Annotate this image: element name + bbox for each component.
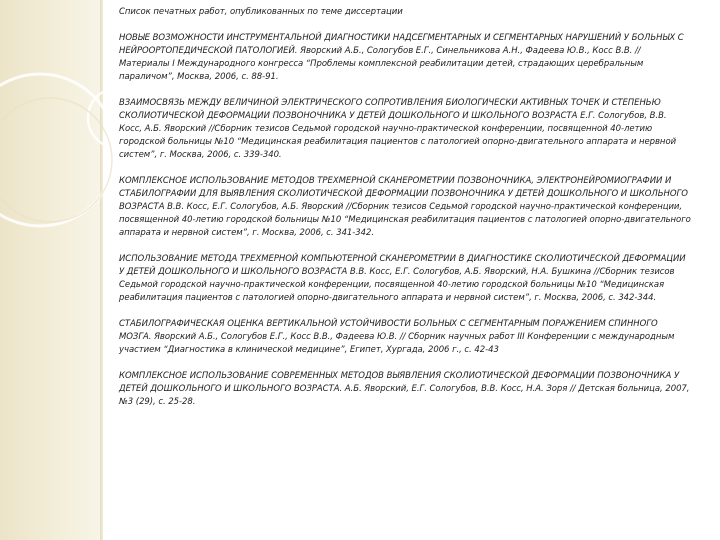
publication-list xyxy=(119,6,691,409)
publication-entry-2: ВЗАИМОСВЯЗЬ МЕЖДУ ВЕЛИЧИНОЙ ЭЛЕКТРИЧЕСКОГО СОПРОТИВЛЕНИЯ БИОЛОГИЧЕСКИ АКТИВНЫХ ТОЧЕК И СТЕПЕНЬЮ СКОЛИОТИЧЕСКОЙ ДЕФОРМАЦИИ ПОЗВОНОЧНИКА У ДЕТЕЙ ДОШКОЛЬНОГО И ШКОЛЬНОГО ВОЗРАСТА Е.Г. Сологубов, В.В. Косс, А.Б. Яворский //Сборник тезисов Седьмой городской научно-практической конференции, посвященной 40-летию городской больницы №10 “Медицинская реабилитация пациентов с патологией опорно-двигательного аппарата и нервной систем”, г. Москва, 2006, с. 339-340. xyxy=(119,98,677,160)
publication-entry-5: СТАБИЛОГРАФИЧЕСКАЯ ОЦЕНКА ВЕРТИКАЛЬНОЙ УСТОЙЧИВОСТИ БОЛЬНЫХ С СЕГМЕНТАРНЫМ ПОРАЖЕНИЕМ СПИННОГО МОЗГА. Яворский А.Б., Сологубов Е.Г., Косс В.В., Фадеева Ю.В. // Сборник научных работ III Конференции с международным участием “Диагностика в клинической медицине”, Египет, Хургада, 2006 г., с. 42-43 xyxy=(119,319,675,355)
publication-entry-1: НОВЫЕ ВОЗМОЖНОСТИ ИНСТРУМЕНТАЛЬНОЙ ДИАГНОСТИКИ НАДСЕГМЕНТАРНЫХ И СЕГМЕНТАРНЫХ НАРУШЕНИЙ У БОЛЬНЫХ С НЕЙРООРТОПЕДИЧЕСКОЙ ПАТОЛОГИЕЙ. Яворский А.Б., Сологубов Е.Г., Синельникова А.Н., Фадеева Ю.В., Косс В.В. // Материалы I Международного конгресса “Проблемы комплексной реабилитации детей, страдающих церебральным параличом”, Москва, 2006, с. 88-91. xyxy=(119,33,684,82)
decorative-ring-large xyxy=(0,74,116,226)
publication-entry-3: КОМПЛЕКСНОЕ ИСПОЛЬЗОВАНИЕ МЕТОДОВ ТРЕХМЕРНОЙ СКАНЕРОМЕТРИИ ПОЗВОНОЧНИКА, ЭЛЕКТРОНЕЙРОМИОГРАФИИ И СТАБИЛОГРАФИИ ДЛЯ ВЫЯВЛЕНИЯ СКОЛИОТИЧЕСКОЙ ДЕФОРМАЦИИ ПОЗВОНОЧНИКА У ДЕТЕЙ ДОШКОЛЬНОГО И ШКОЛЬНОГО ВОЗРАСТА В.В. Косс, Е.Г. Сологубов, А.Б. Яворский //Сборник тезисов Седьмой городской научно-практической конференции, посвященной 40-летию городской больницы №10 “Медицинская реабилитация пациентов с патологией опорно-двигательного аппарата и нервной систем”, г. Москва, 2006, с. 341-342. xyxy=(119,176,691,238)
publication-entry-4: ИСПОЛЬЗОВАНИЕ МЕТОДА ТРЕХМЕРНОЙ КОМПЬЮТЕРНОЙ СКАНЕРОМЕТРИИ В ДИАГНОСТИКЕ СКОЛИОТИЧЕСКОЙ ДЕФОРМАЦИИ У ДЕТЕЙ ДОШКОЛЬНОГО И ШКОЛЬНОГО ВОЗРАСТА В.В. Косс, Е.Г. Сологубов, А.Б. Яворский, Н.А. Бушкина //Сборник тезисов Седьмой городской научно-практической конференции, посвященной 40-летию городской больницы №10 “Медицинская реабилитация пациентов с патологией опорно-двигательного аппарата и нервной систем”, г. Москва, 2006, с. 342-344. xyxy=(119,254,686,303)
document-title: Список печатных работ, опубликованных по теме диссертации xyxy=(119,7,403,17)
publication-entry-6: КОМПЛЕКСНОЕ ИСПОЛЬЗОВАНИЕ СОВРЕМЕННЫХ МЕТОДОВ ВЫЯВЛЕНИЯ СКОЛИОТИЧЕСКОЙ ДЕФОРМАЦИИ ПОЗВОНОЧНИКА У ДЕТЕЙ ДОШКОЛЬНОГО И ШКОЛЬНОГО ВОЗРАСТА. А.Б. Яворский, Е.Г. Сологубов, В.В. Косс, Н.А. Зоря // Детская больница, 2007, №3 (29), с. 25-28. xyxy=(119,371,690,407)
decorative-ring-faint xyxy=(0,98,112,222)
